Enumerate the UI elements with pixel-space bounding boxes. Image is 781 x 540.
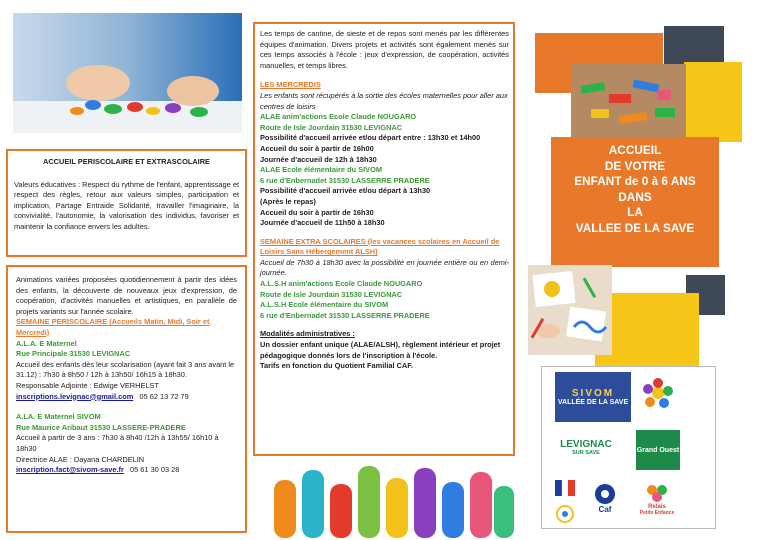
cover-title-line-1: ACCUEIL <box>608 143 662 157</box>
email-levignac-link[interactable]: inscriptions.levignac@gmail.com <box>16 391 134 401</box>
yellow-block-top <box>684 62 742 142</box>
cover-title-line-6: VALLEE DE LA SAVE <box>575 220 695 235</box>
children-drawing-photo <box>528 265 612 355</box>
cover-title-line-3: ENFANT de 0 à 6 ANS <box>574 174 696 189</box>
modalites-text: Un dossier enfant unique (ALAE/ALSH), règlement intérieur et projet pédagogique donnés lors de l'inscription à l'école. <box>260 340 501 360</box>
accueil-soir-2: Accueil du soir à partir de 16h30 <box>260 207 374 217</box>
directrice: Directrice ALAE : Dayana CHARDELIN <box>16 454 145 464</box>
journee-2: Journée d'accueil de 11h50 à 18h30 <box>260 218 385 228</box>
republique-francaise-logo <box>553 478 577 498</box>
rue-aribaut: Rue Maurice Aribaut 31530 LASSERE-PRADERE <box>16 422 186 432</box>
tarifs: Tarifs en fonction du Quotient Familial CAF. <box>260 361 414 371</box>
possibilite-2: Possibilité d'accueil arrivée et/ou départ à 13h30 <box>260 186 431 196</box>
modalites-heading: Modalités administratives : <box>260 329 355 339</box>
caf-logo <box>588 474 622 522</box>
levignac-logo <box>550 428 622 466</box>
flower-emblem-logo <box>637 374 679 420</box>
email-sivom-link[interactable]: inscription.fact@sivom-save.fr <box>16 465 124 475</box>
periscolaire-values: Valeurs éducatives : Respect du rythme de l'enfant, apprentissage et respect des règles, retour aux valeurs simples, participation et implication, Partage Entraide Solidarité, travailler l'imaginaire, la convivialité, l'autonomie, la valorisation des individus, favoriser et maintenir la confiance envers les adultes. <box>14 179 239 231</box>
periscolaire-values-box <box>6 149 247 257</box>
sivom-logo <box>555 372 631 422</box>
alae-sivom: ALAE Ecole élémentaire du SIVOM <box>260 165 382 175</box>
middle-intro: Les temps de cantine, de sieste et de repos sont menés par les différentes équipes d'animation. Divers projets et activités sont également menés sur ces temps associés à l'école : jeux d'expression, de coopération, activités manuelles, et temps libres. <box>260 29 509 70</box>
mercredis-heading: LES MERCREDIS <box>260 80 321 90</box>
journee-1: Journée d'accueil de 12h à 18h30 <box>260 154 377 164</box>
sivom-logo-line-2: VALLÉE DE LA SAVE <box>557 399 629 406</box>
painted-hands-illustration <box>262 460 517 538</box>
accueil-3ans: Accueil à partir de 3 ans : 7h30 à 8h40 /12h à 13h55/ 16h10 à 18h30 <box>16 433 219 453</box>
children-playdough-photo <box>13 13 242 133</box>
grand-ouest-logo <box>636 430 680 470</box>
extra-scolaire-heading: SEMAINE EXTRA SCOLAIRES (les vacances scolaires en Accueil de Loisirs Sans Hébergement ALSH) <box>260 236 500 257</box>
caf-logo-text: Caf <box>598 504 612 514</box>
grand-ouest-logo-text: Grand Ouest <box>636 446 680 454</box>
phone-sivom: 05 61 30 03 28 <box>130 465 180 475</box>
rue-enbernadet: 6 rue d'Enbernadet 31530 LASSERRE PRADERE <box>260 175 430 185</box>
extra-scolaire-text: Accueil de 7h30 à 18h30 avec la possibilité en journée entière ou en demi-journée. <box>260 257 509 278</box>
possibilite-1: Possibilité d'accueil arrivée et/ou départ entre : 13h30 et 14h00 <box>260 133 481 143</box>
cover-title-line-2: DE VOTRE <box>604 158 666 173</box>
accueil-soir-1: Accueil du soir à partir de 16h00 <box>260 143 374 153</box>
relais-logo-line-1: Relais <box>648 504 666 510</box>
cover-title-line-4: DANS <box>618 189 652 204</box>
responsable-adjointe: Responsable Adjointe : Edwige VERHELST <box>16 380 159 390</box>
ala-sivom: A.LA. E Maternel SIVOM <box>16 412 101 422</box>
alsh-nougaro: A.L.S.H anim'actions Ecole Claude NOUGARO <box>260 279 423 289</box>
animations-box <box>6 265 247 533</box>
phone-levignac: 05 62 13 72 79 <box>139 391 189 401</box>
levignac-logo-text: LEVIGNAC <box>560 438 612 450</box>
relais-logo-line-2: Petite Enfance <box>639 510 675 516</box>
sivom-logo-line-1: SIVOM <box>571 388 615 399</box>
ala-maternel: A.L.A. E Maternel <box>16 338 77 348</box>
relais-petite-enfance-logo <box>634 476 680 522</box>
middle-info-box <box>253 22 515 456</box>
wooden-blocks-photo <box>571 64 686 139</box>
mercredis-text: Les enfants sont récupérés à la sortie des écoles maternelles pour aller aux centres de loisirs <box>260 90 508 111</box>
periscolaire-title: ACCUEIL PERISCOLAIRE ET EXTRASCOLAIRE <box>43 157 210 166</box>
cover-title <box>551 143 719 237</box>
levignac-logo-sub: SUR SAVE <box>572 449 600 456</box>
cover-title-line-5: LA <box>627 205 643 220</box>
alae-nougaro: ALAE anim'actions Ecole Claude NOUGARO <box>260 112 417 122</box>
rue-enbernadet-2: 6 rue d'Enbernadet 31530 LASSERRE PRADERE <box>260 310 430 320</box>
alsh-sivom: A.L.S.H Ecole élémentaire du SIVOM <box>260 300 389 310</box>
accueil-scolarisation: Accueil des enfants dès leur scolarisation (ayant fait 3 ans avant le 31.12) : 7h30 à 8h50 / 12h à 13h50/ 16h15 à 18h30. <box>16 359 235 380</box>
seal-logo <box>554 504 576 524</box>
route-isle-2: Route de Isle Jourdain 31530 LEVIGNAC <box>260 289 403 299</box>
apres-repas: (Après le repas) <box>260 196 316 206</box>
animations-intro: Animations variées proposées quotidiennement à partir des idées des enfants, la découverte de nouveaux jeux d'expression, de coopération, d'activités manuelles et artistiques, en parallèle de projets variants sur l'année scolaire. <box>16 275 237 316</box>
semaine-periscolaire-heading: SEMAINE PERISCOLAIRE (Accueils Matin, Midi, Soir et Mercredi) <box>16 317 210 337</box>
rue-principale: Rue Principale 31530 LEVIGNAC <box>16 349 131 359</box>
route-isle: Route de Isle Jourdain 31530 LEVIGNAC <box>260 122 403 132</box>
